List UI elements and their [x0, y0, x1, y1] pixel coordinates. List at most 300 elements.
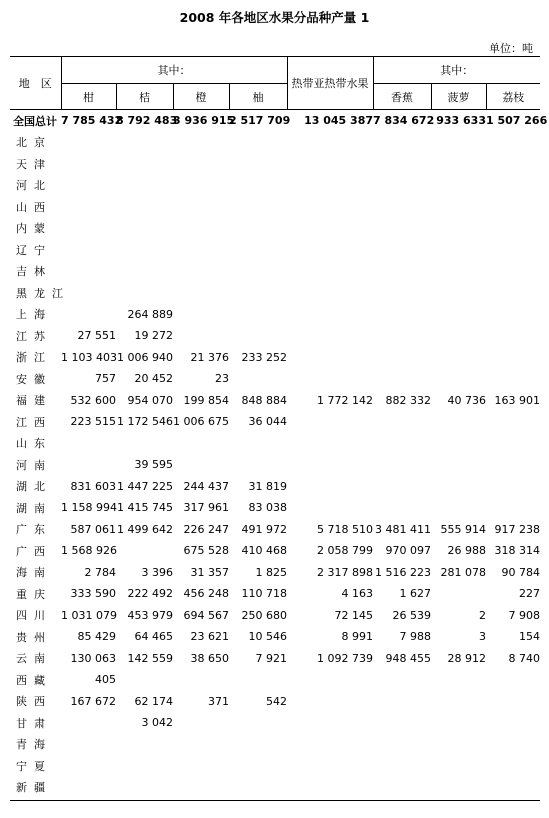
cell-gan [61, 777, 116, 799]
table-row [10, 626, 540, 648]
cell-tropical: 72 145 [334, 608, 373, 622]
cell-you: 31 819 [248, 479, 287, 493]
cell-lychee: 154 [519, 630, 541, 644]
cell-you [229, 304, 287, 326]
table-row [10, 347, 540, 369]
cell-banana: 7 834 672 [373, 114, 435, 128]
cell-cheng: 3 936 915 [173, 114, 235, 128]
table-row [10, 239, 540, 261]
cell-cheng [173, 734, 229, 756]
cell-cheng [173, 325, 229, 347]
cell-cheng: 317 961 [183, 501, 229, 515]
cell-gan: 223 515 [70, 415, 116, 429]
cell-ju: 142 559 [127, 651, 173, 665]
table-row [10, 132, 540, 154]
table-row [10, 540, 540, 562]
cell-ju: 1 415 745 [117, 501, 173, 515]
cell-you [229, 153, 287, 175]
region-name-cell: 福建 [16, 394, 52, 408]
cell-cheng [173, 196, 229, 218]
cell-pineapple [431, 691, 486, 713]
cell-banana [373, 325, 431, 347]
region-name-cell: 湖北 [16, 480, 52, 494]
region-name-cell: 全国总计 [13, 114, 57, 128]
cell-tropical [287, 777, 373, 799]
cell-pineapple [431, 153, 486, 175]
cell-you [229, 218, 287, 240]
cell-tropical: 2 058 799 [317, 544, 373, 558]
cell-you [229, 132, 287, 154]
cell-ju: 1 447 225 [117, 479, 173, 493]
cell-tropical [287, 153, 373, 175]
region-name-cell: 云南 [16, 652, 52, 666]
cell-pineapple [431, 411, 486, 433]
cell-pineapple [431, 368, 486, 390]
cell-tropical [287, 218, 373, 240]
cell-you [229, 669, 287, 691]
cell-pineapple: 26 988 [447, 544, 486, 558]
cell-banana [373, 196, 431, 218]
table-row [10, 411, 540, 433]
cell-you: 83 038 [248, 501, 287, 515]
cell-ju: 20 452 [134, 372, 173, 386]
cell-cheng: 23 [215, 372, 229, 386]
cell-gan [61, 712, 116, 734]
cell-banana [373, 282, 431, 304]
cell-gan: 333 590 [70, 587, 116, 601]
cell-banana [373, 777, 431, 799]
cell-ju [116, 132, 173, 154]
cell-you: 491 972 [241, 522, 287, 536]
cell-cheng [173, 261, 229, 283]
cell-ju: 453 979 [127, 608, 173, 622]
cell-ju [116, 261, 173, 283]
cell-lychee: 318 314 [494, 544, 541, 558]
region-name-cell: 内蒙 [16, 222, 52, 236]
cell-gan [61, 196, 116, 218]
cell-you: 542 [266, 694, 287, 708]
table-row [10, 304, 540, 326]
unit-label: 单位：吨 [489, 42, 533, 55]
cell-cheng [173, 239, 229, 261]
table-row [10, 497, 540, 519]
cell-gan [61, 175, 116, 197]
cell-gan: 130 063 [70, 651, 116, 665]
cell-tropical [287, 282, 373, 304]
cell-you: 2 517 709 [229, 114, 291, 128]
cell-pineapple [431, 734, 486, 756]
cell-lychee [486, 669, 540, 691]
table-row [10, 712, 540, 734]
cell-banana: 1 627 [399, 587, 431, 601]
table-row [10, 777, 540, 799]
region-name-cell: 天津 [16, 157, 52, 171]
region-name-cell: 广西 [16, 544, 52, 558]
header-region: 地 区 [10, 57, 61, 110]
cell-ju: 1 499 642 [117, 522, 173, 536]
cell-ju [116, 433, 173, 455]
cell-tropical [287, 734, 373, 756]
cell-lychee [486, 153, 540, 175]
cell-lychee: 1 507 266 [486, 114, 548, 128]
cell-gan: 167 672 [70, 694, 116, 708]
cell-ju [116, 734, 173, 756]
cell-tropical [287, 712, 373, 734]
cell-gan [61, 454, 116, 476]
cell-ju [116, 540, 173, 562]
cell-cheng: 244 437 [183, 479, 229, 493]
table-row [10, 454, 540, 476]
cell-gan: 1 103 403 [61, 350, 117, 364]
cell-you: 7 921 [255, 651, 287, 665]
cell-you [229, 196, 287, 218]
cell-cheng: 31 357 [190, 565, 229, 579]
table-bottom-rule [10, 800, 540, 801]
cell-banana [373, 712, 431, 734]
page-title: 2008 年各地区水果分品种产量 1 [179, 10, 370, 25]
region-name-cell: 贵州 [16, 630, 52, 644]
table-header [10, 57, 540, 110]
region-name-cell: 西藏 [16, 673, 52, 687]
cell-gan: 1 568 926 [61, 544, 117, 558]
cell-you [229, 712, 287, 734]
cell-tropical [287, 304, 373, 326]
cell-tropical [287, 411, 373, 433]
cell-gan [61, 261, 116, 283]
region-name-cell: 江苏 [16, 329, 52, 343]
header-banana: 香蕉 [373, 84, 431, 110]
cell-tropical: 8 991 [341, 630, 373, 644]
cell-lychee [486, 239, 540, 261]
cell-cheng [173, 777, 229, 799]
cell-pineapple [431, 777, 486, 799]
region-name-cell: 海南 [16, 566, 52, 580]
region-name-cell: 山东 [16, 437, 52, 451]
cell-you [229, 734, 287, 756]
cell-pineapple [431, 132, 486, 154]
cell-gan: 1 158 994 [61, 501, 117, 515]
region-name-cell: 新疆 [16, 781, 52, 795]
cell-lychee [486, 175, 540, 197]
cell-lychee [486, 282, 540, 304]
cell-tropical [287, 175, 373, 197]
cell-tropical [287, 347, 373, 369]
cell-cheng: 675 528 [183, 544, 229, 558]
cell-ju: 222 492 [127, 587, 173, 601]
cell-lychee [486, 132, 540, 154]
cell-tropical: 4 163 [341, 587, 373, 601]
cell-pineapple: 3 [479, 630, 486, 644]
cell-you [229, 368, 287, 390]
cell-ju [116, 669, 173, 691]
region-name-cell: 重庆 [16, 587, 52, 601]
cell-cheng: 199 854 [183, 393, 229, 407]
cell-pineapple [431, 325, 486, 347]
cell-cheng: 371 [208, 694, 229, 708]
cell-cheng: 21 376 [190, 350, 229, 364]
cell-cheng [173, 304, 229, 326]
table-row-total [10, 110, 540, 132]
cell-banana [373, 476, 431, 498]
cell-banana: 948 455 [385, 651, 431, 665]
cell-banana: 882 332 [385, 393, 431, 407]
header-lychee: 荔枝 [486, 84, 540, 110]
cell-banana: 7 988 [399, 630, 431, 644]
cell-banana: 970 097 [385, 544, 431, 558]
region-name-cell: 江西 [16, 415, 52, 429]
region-name-cell: 湖南 [16, 501, 52, 515]
cell-you: 110 718 [241, 587, 287, 601]
cell-banana [373, 175, 431, 197]
cell-pineapple [431, 261, 486, 283]
cell-gan [61, 132, 116, 154]
cell-banana [373, 691, 431, 713]
table-row [10, 153, 540, 175]
cell-tropical [287, 239, 373, 261]
cell-tropical [287, 476, 373, 498]
cell-pineapple [431, 304, 486, 326]
cell-ju: 3 042 [141, 716, 173, 730]
cell-tropical: 2 317 898 [317, 565, 373, 579]
cell-lychee [486, 454, 540, 476]
cell-banana [373, 755, 431, 777]
table-row [10, 605, 540, 627]
cell-cheng: 23 621 [190, 630, 229, 644]
cell-lychee [486, 411, 540, 433]
cell-ju [116, 282, 173, 304]
cell-cheng [173, 218, 229, 240]
region-name-cell: 北京 [16, 136, 52, 150]
cell-cheng: 1 006 675 [173, 415, 229, 429]
cell-lychee [486, 777, 540, 799]
cell-pineapple [431, 454, 486, 476]
cell-ju [116, 175, 173, 197]
cell-banana [373, 153, 431, 175]
cell-you [229, 433, 287, 455]
cell-ju: 39 595 [134, 458, 173, 472]
region-name-cell: 黑龙江 [16, 286, 70, 300]
cell-lychee [486, 261, 540, 283]
cell-banana [373, 132, 431, 154]
cell-you [229, 454, 287, 476]
cell-lychee: 163 901 [494, 393, 541, 407]
cell-ju: 3 396 [141, 565, 173, 579]
cell-lychee [486, 218, 540, 240]
cell-gan [61, 304, 116, 326]
cell-you: 250 680 [241, 608, 287, 622]
cell-tropical [287, 691, 373, 713]
cell-banana [373, 411, 431, 433]
cell-banana [373, 239, 431, 261]
cell-pineapple: 281 078 [440, 565, 486, 579]
cell-lychee [486, 196, 540, 218]
cell-tropical: 5 718 510 [317, 522, 373, 536]
cell-ju: 19 272 [134, 329, 173, 343]
cell-tropical [287, 454, 373, 476]
cell-pineapple: 555 914 [440, 522, 486, 536]
cell-tropical [287, 669, 373, 691]
cell-you: 1 825 [255, 565, 287, 579]
cell-banana: 1 516 223 [375, 565, 431, 579]
cell-pineapple [431, 476, 486, 498]
cell-you: 848 884 [241, 393, 287, 407]
cell-lychee: 7 908 [508, 608, 541, 622]
cell-pineapple [431, 218, 486, 240]
cell-ju: 1 006 940 [117, 350, 173, 364]
cell-gan: 27 551 [77, 329, 116, 343]
cell-cheng: 226 247 [183, 522, 229, 536]
cell-gan [61, 153, 116, 175]
cell-lychee [486, 325, 540, 347]
region-name-cell: 甘肃 [16, 716, 52, 730]
cell-lychee [486, 304, 540, 326]
cell-gan: 7 785 432 [61, 114, 123, 128]
cell-cheng [173, 712, 229, 734]
cell-tropical [287, 497, 373, 519]
cell-you: 36 044 [248, 415, 287, 429]
cell-gan [61, 734, 116, 756]
cell-lychee [486, 347, 540, 369]
cell-cheng [173, 175, 229, 197]
cell-pineapple [431, 583, 486, 605]
region-name-cell: 河北 [16, 179, 52, 193]
table-row [10, 196, 540, 218]
table-row [10, 325, 540, 347]
cell-ju: 264 889 [127, 307, 173, 321]
region-name-cell: 安徽 [16, 372, 52, 386]
cell-cheng [173, 454, 229, 476]
table-row [10, 433, 540, 455]
region-name-cell: 陕西 [16, 695, 52, 709]
cell-pineapple [431, 755, 486, 777]
fruit-production-table [10, 56, 548, 798]
cell-banana [373, 734, 431, 756]
cell-ju: 1 172 546 [117, 415, 173, 429]
cell-lychee [486, 734, 540, 756]
table-row [10, 476, 540, 498]
cell-cheng [173, 755, 229, 777]
cell-ju [116, 153, 173, 175]
cell-ju: 954 070 [127, 393, 173, 407]
cell-tropical [287, 368, 373, 390]
cell-lychee: 227 [519, 587, 541, 601]
cell-you [229, 239, 287, 261]
cell-tropical [287, 433, 373, 455]
cell-pineapple [431, 497, 486, 519]
cell-pineapple [431, 433, 486, 455]
table-body [10, 110, 548, 799]
region-name-cell: 广东 [16, 523, 52, 537]
header-ju: 桔 [116, 84, 173, 110]
cell-you: 410 468 [241, 544, 287, 558]
cell-ju [116, 239, 173, 261]
cell-banana [373, 218, 431, 240]
cell-tropical: 1 092 739 [317, 651, 373, 665]
cell-banana: 26 539 [392, 608, 431, 622]
header-tropical: 热带亚热带水果 [287, 57, 373, 110]
cell-gan: 831 603 [70, 479, 116, 493]
cell-pineapple [431, 175, 486, 197]
region-name-cell: 浙江 [16, 351, 52, 365]
cell-you [229, 175, 287, 197]
table-row [10, 562, 540, 584]
cell-lychee: 8 740 [508, 651, 541, 665]
cell-lychee [486, 497, 540, 519]
region-name-cell: 辽宁 [16, 243, 52, 257]
cell-pineapple [431, 347, 486, 369]
cell-you: 233 252 [241, 350, 287, 364]
cell-gan: 2 784 [84, 565, 116, 579]
cell-pineapple: 40 736 [447, 393, 486, 407]
cell-pineapple [431, 712, 486, 734]
region-name-cell: 山西 [16, 200, 52, 214]
cell-banana [373, 433, 431, 455]
cell-you: 10 546 [248, 630, 287, 644]
cell-tropical [287, 196, 373, 218]
cell-you [229, 261, 287, 283]
cell-cheng [173, 669, 229, 691]
cell-pineapple: 933 633 [436, 114, 486, 128]
cell-you [229, 282, 287, 304]
cell-gan: 757 [95, 372, 116, 386]
header-pineapple: 菠萝 [431, 84, 486, 110]
cell-ju: 62 174 [134, 694, 173, 708]
cell-gan: 532 600 [70, 393, 116, 407]
region-name-cell: 青海 [16, 738, 52, 752]
cell-pineapple [431, 239, 486, 261]
table-row [10, 390, 540, 412]
table-row [10, 519, 540, 541]
region-name-cell: 上海 [16, 308, 52, 322]
cell-lychee [486, 476, 540, 498]
header-group2: 其中： [373, 57, 540, 84]
table-row [10, 648, 540, 670]
cell-pineapple [431, 282, 486, 304]
cell-banana [373, 261, 431, 283]
cell-gan [61, 218, 116, 240]
table-row [10, 282, 540, 304]
cell-gan: 405 [95, 673, 116, 687]
cell-gan [61, 433, 116, 455]
cell-lychee [486, 433, 540, 455]
cell-gan [61, 239, 116, 261]
cell-banana [373, 454, 431, 476]
cell-pineapple: 28 912 [447, 651, 486, 665]
table-row [10, 175, 540, 197]
cell-banana [373, 368, 431, 390]
cell-ju [116, 777, 173, 799]
cell-tropical [287, 132, 373, 154]
cell-tropical [287, 755, 373, 777]
cell-banana [373, 497, 431, 519]
cell-lychee: 917 238 [494, 522, 541, 536]
cell-you [229, 777, 287, 799]
cell-lychee [486, 691, 540, 713]
cell-banana [373, 304, 431, 326]
cell-gan: 85 429 [77, 630, 116, 644]
cell-cheng: 694 567 [183, 608, 229, 622]
cell-banana [373, 347, 431, 369]
header-you: 柚 [229, 84, 287, 110]
cell-lychee [486, 712, 540, 734]
table-row [10, 368, 540, 390]
table-row [10, 261, 540, 283]
cell-ju [116, 218, 173, 240]
table-row [10, 669, 540, 691]
cell-tropical [287, 325, 373, 347]
cell-ju [116, 196, 173, 218]
header-gan: 柑 [61, 84, 116, 110]
